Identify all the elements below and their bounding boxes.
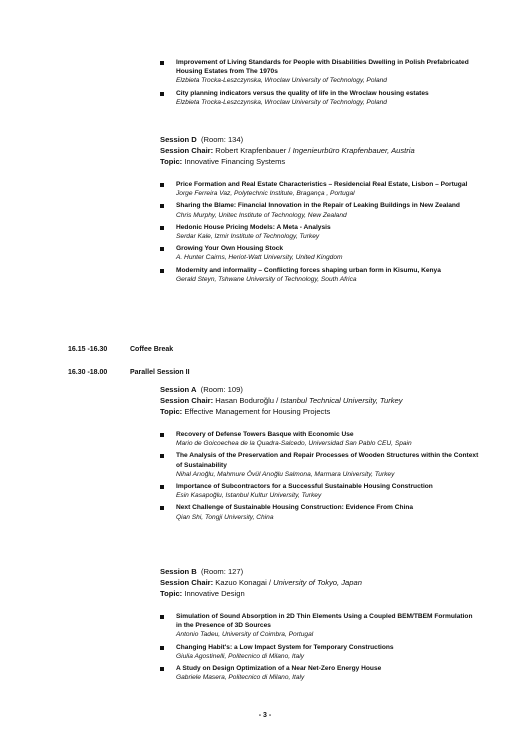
paper-authors: A. Hunter Cairns, Heriot-Watt University, United Kingdom xyxy=(176,254,343,262)
bullet-icon xyxy=(160,247,164,251)
paper-authors: Jorge Ferreira Vaz, Polytechnic Institute, Bragança , Portugal xyxy=(176,190,355,198)
paper-authors: Gerald Steyn, Tshwane University of Technology, South Africa xyxy=(176,275,357,283)
paper-title: City planning indicators versus the quality of life in the Wroclaw housing estates xyxy=(176,89,429,97)
bullet-icon xyxy=(160,269,164,273)
paper-authors: Qian Shi, Tongji University, China xyxy=(176,513,274,521)
list-item xyxy=(160,643,480,661)
session-topic: Innovative Financing Systems xyxy=(184,157,286,166)
paper-authors: Mario de Goicoechea de la Quadra-Salcedo, Universidad San Pablo CEU, Spain xyxy=(176,440,412,448)
paper-authors: Nihal Arıoğlu, Mahmure Övül Arıoğlu Salmona, Marmara University, Turkey xyxy=(176,470,395,478)
list-item xyxy=(160,89,480,107)
session-room: (Room: 134) xyxy=(200,135,244,144)
bullet-icon xyxy=(160,92,164,96)
paper-title: A Study on Design Optimization of a Near Net-Zero Energy House xyxy=(176,665,382,673)
list-item xyxy=(160,503,480,521)
paper-title: Improvement of Living Standards for People with Disabilities Dwelling in Polish Prefabricated Housing Estates from The 1970s xyxy=(176,59,469,76)
chair-label: Session Chair: xyxy=(160,146,214,155)
list-item xyxy=(160,482,480,500)
paper-authors: Esin Kasapoğlu, Istanbul Kultur University, Turkey xyxy=(176,492,322,500)
bullet-icon xyxy=(160,506,164,510)
list-item xyxy=(160,430,480,448)
paper-list-session-a xyxy=(160,430,480,525)
slot-label: Parallel Session II xyxy=(130,369,190,376)
chair-affiliation: University of Tokyo, Japan xyxy=(273,578,362,587)
session-b-header xyxy=(160,566,490,599)
session-d-header xyxy=(160,134,490,167)
paper-title: Simulation of Sound Absorption in 2D Thin Elements Using a Coupled BEM/TBEM Formulation in the Presence of 3D Sources xyxy=(176,613,473,630)
list-item xyxy=(160,201,480,219)
paper-list-session-d xyxy=(160,180,480,287)
session-label: Session A xyxy=(160,385,197,394)
paper-title: Price Formation and Real Estate Characteristics – Residencial Real Estate, Lisbon – Portugal xyxy=(176,181,468,188)
paper-title: Next Challenge of Sustainable Housing Construction: Evidence From China xyxy=(176,504,414,512)
page-number: - 3 - xyxy=(258,712,272,719)
topic-label: Topic: xyxy=(160,407,183,416)
paper-authors: Giulia Agostinelli, Politecnico di Milano, Italy xyxy=(176,652,305,660)
paper-title: Importance of Subcontractors for a Successful Sustainable Housing Construction xyxy=(176,483,433,491)
paper-list-session-b xyxy=(160,612,480,685)
paper-title: Modernity and informality – Conflicting forces shaping urban form in Kisumu, Kenya xyxy=(176,266,441,274)
paper-authors: Elzbieta Trocka-Leszczynska, Wroclaw University of Technology, Poland xyxy=(176,98,387,106)
chair-label: Session Chair: xyxy=(160,578,214,587)
paper-authors: Gabriele Masera, Politecnico di Milano, Italy xyxy=(176,674,305,682)
bullet-icon xyxy=(160,454,164,458)
chair-name: Hasan Boduroğlu / xyxy=(215,396,281,405)
paper-title: Sharing the Blame: Financial Innovation in the Repair of Leaking Buildings in New Zealand xyxy=(176,202,460,210)
session-label: Session D xyxy=(160,135,197,144)
chair-name: Kazuo Konagai / xyxy=(215,578,274,587)
list-item xyxy=(160,244,480,262)
bullet-icon xyxy=(160,615,164,619)
topic-label: Topic: xyxy=(160,157,183,166)
list-item xyxy=(160,451,480,479)
bullet-icon xyxy=(160,183,164,187)
chair-affiliation: Istanbul Technical University, Turkey xyxy=(280,396,403,405)
slot-time: 16.15 -16.30 xyxy=(68,346,108,353)
bullet-icon xyxy=(160,226,164,230)
list-item xyxy=(160,612,480,640)
session-room: (Room: 127) xyxy=(200,567,244,576)
session-a-header xyxy=(160,384,490,417)
bullet-icon xyxy=(160,204,164,208)
paper-authors: Antonio Tadeu, University of Coimbra, Portugal xyxy=(176,631,314,639)
bullet-icon xyxy=(160,667,164,671)
coffee-break-row xyxy=(68,345,173,355)
paper-authors: Serdar Kale, Izmir Institute of Technology, Turkey xyxy=(176,233,320,241)
list-item xyxy=(160,223,480,241)
bullet-icon xyxy=(160,646,164,650)
paper-list-top xyxy=(160,58,480,110)
slot-label: Coffee Break xyxy=(130,346,174,353)
bullet-icon xyxy=(160,485,164,489)
chair-name: Robert Krapfenbauer / xyxy=(215,146,293,155)
chair-affiliation: Ingenieurbüro Krapfenbauer, Austria xyxy=(292,146,415,155)
paper-title: Growing Your Own Housing Stock xyxy=(176,245,284,253)
list-item xyxy=(160,664,480,682)
slot-time: 16.30 -18.00 xyxy=(68,369,108,376)
paper-authors: Chris Murphy, Unitec Institute of Technology, New Zealand xyxy=(176,211,347,219)
topic-label: Topic: xyxy=(160,589,183,598)
bullet-icon xyxy=(160,433,164,437)
list-item xyxy=(160,58,480,86)
session-topic: Innovative Design xyxy=(184,589,245,598)
session-topic: Effective Management for Housing Projects xyxy=(184,407,331,416)
session-room: (Room: 109) xyxy=(200,385,243,394)
paper-title: The Analysis of the Preservation and Repair Processes of Wooden Structures within the Context of Sustainability xyxy=(176,452,479,469)
paper-title: Hedonic House Pricing Models: A Meta - Analysis xyxy=(176,223,331,231)
paper-title: Changing Habit's: a Low Impact System for Temporary Constructions xyxy=(176,643,394,651)
paper-title: Recovery of Defense Towers Basque with Economic Use xyxy=(176,431,354,438)
paper-authors: Elzbieta Trocka-Leszczynska, Wroclaw University of Technology, Poland xyxy=(176,77,387,85)
parallel-session-row xyxy=(68,368,190,378)
list-item xyxy=(160,266,480,284)
session-label: Session B xyxy=(160,567,197,576)
bullet-icon xyxy=(160,61,164,65)
chair-label: Session Chair: xyxy=(160,396,214,405)
list-item xyxy=(160,180,480,198)
